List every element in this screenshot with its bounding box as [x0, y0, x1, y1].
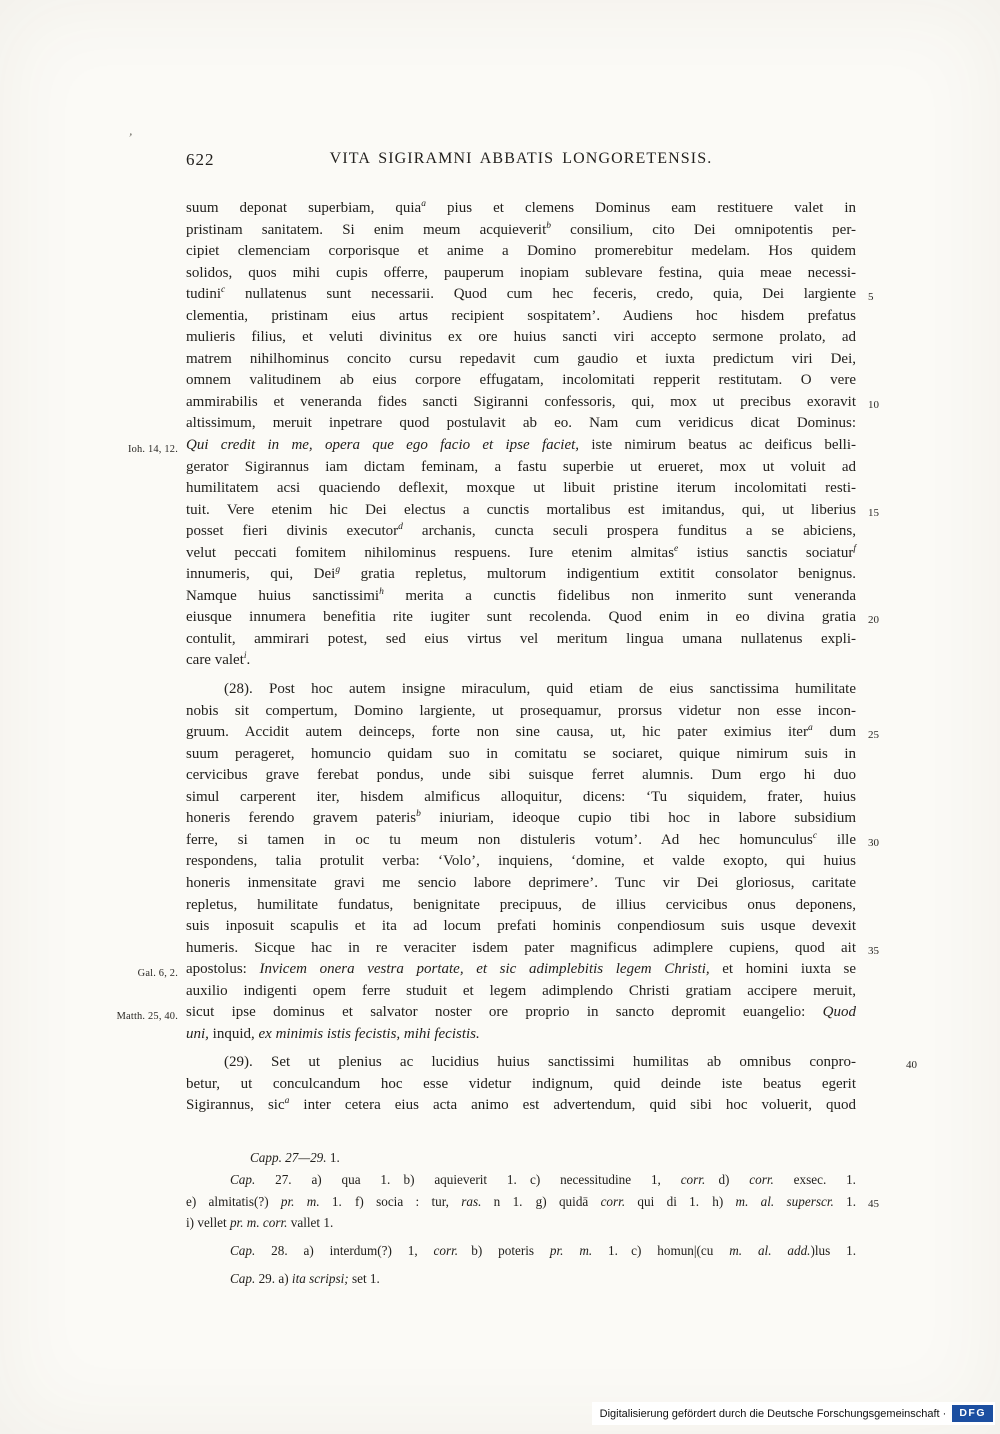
line-number: 5	[868, 291, 874, 304]
text-line	[186, 1240, 856, 1262]
text-segment: m. al. add.	[729, 1243, 811, 1259]
text-line	[186, 198, 856, 220]
text-line	[186, 787, 856, 809]
text-segment: respondens, talia protulit verba: ‘Volo’, inquiens, ‘domine, et valde exopto, qui huius	[186, 853, 856, 870]
text-segment: b) aquieverit 1.	[403, 1171, 517, 1187]
text-segment: suum deponat superbiam, quia	[186, 200, 422, 216]
text-segment: auxilio indigenti opem ferre studuit et legem adimplendo Christi gratiam accipere meruit,	[186, 982, 856, 999]
scan-artifact: ’	[127, 129, 134, 146]
text-segment: consilium, cito Dei omnipotentis per-	[551, 221, 857, 238]
text-line	[186, 981, 856, 1003]
text-segment: corr.	[433, 1243, 459, 1259]
text-segment: matrem nihilhominus concito cursu repedavit cum gaudio et iuxta predictum viri Dei,	[186, 350, 856, 367]
text-segment: nullatenus sunt necessarii. Quod cum hec feceris, credo, quia, Dei largiente	[225, 286, 856, 303]
text-line	[186, 808, 856, 830]
text-segment: ammirabilis et veneranda fides sancti Sigiranni confessoris, qui, mox ut precibus exoravit	[186, 393, 856, 410]
text-segment: cipiet clemenciam corporisque et anime a Domino promerebitur medelam. Hos quidem	[186, 243, 856, 260]
text-line	[186, 607, 879, 629]
paragraph	[186, 1052, 917, 1117]
text-line	[186, 241, 856, 263]
text-segment	[390, 1172, 403, 1187]
text-line	[186, 1169, 856, 1191]
text-segment	[699, 1194, 712, 1209]
text-line	[186, 263, 856, 285]
text-segment: exsec. 1.	[773, 1171, 856, 1187]
apparatus-note-letter: h	[379, 586, 384, 597]
text-segment: velut peccati fomitem nihilominus respuens. Iure etenim almitas	[186, 544, 675, 561]
page-header	[186, 150, 856, 174]
text-line	[186, 873, 856, 895]
text-segment: 28. a) interdum(?) 1,	[255, 1243, 434, 1259]
text-segment: repletus, humilitate fundatus, benignitate precipuus, de illius cervicibus onus deponens,	[186, 896, 856, 913]
text-segment: suis inposuit scapulis et ita ad locum prefati hominis conpendiosum suis usque devexit	[186, 918, 856, 935]
text-segment: corr.	[749, 1171, 774, 1187]
text-segment: Qui credit in me, opera que ego facio et ipse faciet,	[186, 437, 580, 454]
text-line	[186, 1212, 856, 1234]
text-segment: b) poteris	[471, 1243, 550, 1259]
text-segment: (29). Set ut plenius ac lucidius huius sanctissimi humilitas ab omnibus conpro-	[224, 1054, 856, 1071]
text-segment: Quod	[822, 1004, 856, 1021]
text-segment: ita scripsi;	[291, 1270, 349, 1286]
text-segment	[705, 1172, 718, 1187]
text-segment: suum perageret, homuncio quidam suo in comitatu se sociaret, quique nimirum suis in	[186, 745, 856, 762]
text-line	[186, 370, 856, 392]
text-segment: c) necessitudine 1,	[529, 1171, 681, 1187]
paragraph	[127, 198, 879, 672]
text-segment: 27. a) qua 1.	[255, 1171, 391, 1187]
apparatus-note-letter: d	[398, 522, 403, 533]
text-line	[186, 650, 856, 672]
text-segment: pr. m.	[549, 1243, 593, 1259]
apparatus-note-letter: c	[221, 285, 226, 296]
text-line	[186, 413, 856, 435]
text-segment: Cap.	[230, 1171, 256, 1187]
text-line	[186, 629, 856, 651]
text-line	[186, 392, 879, 414]
text-segment: posset fieri divinis executor	[186, 523, 399, 540]
text-line	[186, 327, 856, 349]
text-segment	[618, 1243, 631, 1258]
text-line	[186, 1074, 856, 1096]
digitization-footer	[592, 1402, 995, 1425]
text-segment: (28). Post hoc autem insigne miraculum, quid etiam de eius sanctissima humilitate	[224, 681, 856, 698]
text-segment: iste nimirum beatus ac deificus belli-	[579, 437, 856, 454]
text-line	[186, 220, 856, 242]
text-segment: uni,	[186, 1025, 209, 1042]
text-segment: inquid,	[208, 1025, 259, 1042]
text-segment: nobis sit compertum, Domino largiente, ut prosequamur, prorsus videtur non esse incon-	[186, 702, 856, 719]
text-segment: pr. m.	[280, 1193, 320, 1209]
text-line	[186, 895, 856, 917]
text-segment: betur, ut conculcandum hoc esse videtur indignum, quid deinde iste beatus egerit	[186, 1075, 856, 1092]
text-segment: innumeris, qui, Dei	[186, 566, 336, 583]
text-segment: mulieris filius, et veluti divinitus ex ore huius sancti viri accepto sermone prolato, ad	[186, 329, 856, 346]
line-number: 35	[868, 944, 879, 957]
text-segment: 1.	[319, 1193, 342, 1209]
text-segment: f) socia : tur,	[355, 1193, 462, 1209]
text-segment: istius sanctis sociatur	[678, 544, 854, 561]
text-segment: )lus 1.	[810, 1243, 857, 1259]
text-segment: merita a cunctis fidelibus non inmerito sunt veneranda	[383, 587, 856, 604]
line-number: 45	[868, 1197, 879, 1210]
text-segment: ille	[817, 831, 856, 848]
text-segment: corr.	[600, 1193, 626, 1209]
text-segment: gratia repletus, multorum indigentium extitit consolator benignus.	[340, 566, 856, 583]
digitization-credit: Digitalisierung gefördert durch die Deutsche Forschungsgemeinschaft ·	[599, 1407, 947, 1420]
text-segment: 1.	[833, 1193, 856, 1209]
text-segment: m. al. superscr.	[735, 1193, 834, 1209]
margin-reference: Gal. 6, 2.	[137, 968, 178, 980]
apparatus-note-letter: e	[674, 543, 679, 554]
text-segment: Invicem onera vestra portate, et sic adimplebitis legem Christi,	[259, 961, 710, 978]
text-line	[186, 478, 856, 500]
text-line	[186, 722, 879, 744]
text-line	[116, 1002, 856, 1024]
text-line	[186, 349, 856, 371]
text-line	[186, 284, 874, 306]
text-segment: Namque huius sanctissimi	[186, 587, 380, 604]
text-segment: cervicibus grave ferebat pondus, unde sibi suisque ferret alumnis. Dum ergo hi duo	[186, 767, 856, 784]
line-number: 25	[868, 729, 879, 742]
margin-reference: Matth. 25, 40.	[116, 1011, 178, 1023]
text-line	[137, 959, 856, 981]
text-segment: inter cetera eius acta animo est advertendum, quid sibi hoc voluerit, quod	[289, 1097, 856, 1114]
line-number: 10	[868, 398, 879, 411]
apparatus-note-letter: a	[284, 1096, 290, 1107]
text-segment: tuit. Vere etenim hic Dei electus a cunctis mortalibus est imitandus, qui, ut liberius	[186, 501, 856, 518]
line-number: 30	[868, 836, 879, 849]
text-segment	[517, 1172, 530, 1187]
line-number: 20	[868, 614, 879, 627]
text-segment: qui di 1.	[625, 1193, 700, 1209]
text-line	[186, 457, 856, 479]
text-segment	[342, 1194, 355, 1209]
text-line	[186, 916, 856, 938]
text-line	[186, 1191, 879, 1213]
text-segment: solidos, quos mihi cupis offerre, pauperum inopiam sublevare festina, quia meae necessi-	[186, 264, 856, 281]
text-segment: clementia, pristinam eius artus recipient sospitatem’. Audiens hoc hisdem prefatus	[186, 307, 856, 324]
text-line	[186, 744, 856, 766]
text-segment: set 1.	[348, 1270, 380, 1286]
text-segment	[458, 1243, 471, 1258]
text-line	[186, 851, 856, 873]
text-segment: humeris. Sicque hac in re veraciter isdem pater magnificus adimplere cupiens, quod ait	[186, 939, 856, 956]
text-segment: pius et clemens Dominus eam restituere valet in	[425, 200, 856, 216]
text-segment: 1.	[592, 1243, 618, 1259]
text-line	[186, 1052, 917, 1074]
text-segment: gruum. Accidit autem deinceps, forte non sine causa, ut, hic pater eximius iter	[186, 724, 808, 741]
text-segment: c) homun|(cu	[631, 1243, 730, 1259]
line-number: 15	[868, 506, 879, 519]
apparatus-note-letter: a	[807, 723, 813, 734]
text-segment: vallet 1.	[287, 1215, 334, 1231]
line-number: 40	[906, 1059, 917, 1072]
text-segment: care valet	[186, 652, 244, 669]
apparatus-criticus	[186, 1147, 879, 1290]
text-line	[186, 543, 856, 565]
text-line	[186, 830, 879, 852]
apparatus-note-letter: c	[812, 830, 818, 841]
text-segment: ferre, si tamen in oc tu meum non distuleris votum’. Ad hec homunculus	[186, 831, 813, 848]
text-line	[186, 1147, 856, 1169]
text-segment: pristinam sanitatem. Si enim meum acquieverit	[186, 221, 547, 238]
text-segment: ras.	[461, 1193, 482, 1209]
page-number: 622	[186, 150, 215, 169]
apparatus-note-letter: g	[335, 565, 341, 576]
text-segment: honeris inmensitate gravi me sencio labore deprimere’. Tunc vir Dei gloriosus, caritate	[186, 874, 856, 891]
text-segment: corr.	[680, 1171, 706, 1187]
text-segment: d)	[718, 1171, 750, 1187]
text-segment: gerator Sigirannus iam dictam feminam, a fastu superbie ut erueret, mox ut voluit ad	[186, 458, 856, 475]
text-line	[186, 564, 856, 586]
text-segment: Sigirannus, sic	[186, 1097, 285, 1114]
apparatus-note-letter: b	[546, 220, 552, 231]
text-segment: eiusque innumera benefitia rite iugiter sunt recolenda. Quod enim in eo divina gratia	[186, 609, 856, 626]
apparatus-note-letter: f	[853, 543, 856, 554]
apparatus-note-letter: i	[243, 651, 247, 662]
text-line	[186, 306, 856, 328]
text-segment: tudini	[186, 286, 222, 303]
text-segment: .	[246, 652, 251, 669]
text-segment: h)	[712, 1193, 736, 1209]
body-text	[116, 198, 917, 1117]
text-line	[186, 765, 856, 787]
text-segment: et homini iuxta se	[709, 961, 856, 978]
text-segment: apostolus:	[186, 961, 260, 978]
text-segment: Cap.	[230, 1243, 256, 1259]
apparatus-note-letter: a	[421, 199, 426, 209]
margin-reference: Ioh. 14, 12.	[127, 444, 178, 456]
text-line	[186, 701, 856, 723]
text-segment: Cap.	[230, 1270, 256, 1286]
text-line	[186, 679, 856, 701]
text-segment: Capp. 27—29.	[250, 1150, 327, 1165]
text-segment: contulit, ammirari potest, sed eius virtus vel meritum lingua umana nullatenus expli-	[186, 630, 856, 647]
text-segment: n 1.	[481, 1193, 523, 1209]
text-segment: 1.	[326, 1150, 340, 1165]
text-segment: g) quidā	[535, 1193, 601, 1209]
paragraph	[116, 679, 879, 1045]
text-segment: iniuriam, ideoque cupio tibi hoc in labore subsidium	[420, 810, 856, 827]
text-segment: humilitatem acsi quaciendo deflexit, moxque ut libuit pristine iterum incolomitati resti-	[186, 480, 856, 497]
text-segment: 29. a)	[255, 1270, 292, 1286]
text-line	[186, 1095, 856, 1117]
text-line	[186, 521, 856, 543]
text-line	[186, 1268, 856, 1290]
text-line	[127, 435, 856, 457]
text-line	[186, 586, 856, 608]
text-segment: archanis, cuncta seculi prospera funditus a se abiciens,	[402, 523, 856, 540]
text-line	[186, 500, 879, 522]
text-segment: ex minimis istis fecistis, mihi fecistis.	[258, 1025, 480, 1042]
text-segment: e) almitatis(?)	[186, 1193, 281, 1209]
text-line	[186, 938, 879, 960]
text-segment: honeris ferendo gravem pateris	[186, 810, 417, 827]
text-segment: sicut ipse dominus et salvator noster ore proprio in sancto depromit euangelio:	[186, 1004, 823, 1021]
apparatus-note-letter: b	[416, 809, 421, 820]
text-line	[186, 1024, 856, 1046]
text-segment: dum	[812, 724, 857, 741]
text-segment	[522, 1194, 535, 1209]
dfg-logo: DFG	[952, 1405, 993, 1422]
text-segment: pr. m. corr.	[229, 1215, 288, 1231]
text-segment: simul carperent iter, hisdem almificus alloquitur, dicens: ‘Tu siquidem, frater, huius	[186, 788, 856, 805]
text-segment: altissimum, meruit inpetrare quod postulavit ab eo. Nam cum veridicus dicat Dominus:	[186, 415, 856, 432]
running-title: VITA SIGIRAMNI ABBATIS LONGORETENSIS.	[329, 150, 713, 167]
text-segment: i) vellet	[186, 1215, 230, 1231]
text-segment: omnem valitudinem ab eius corpore effugatam, incolomitati repperit restitutam. O vere	[186, 372, 856, 389]
